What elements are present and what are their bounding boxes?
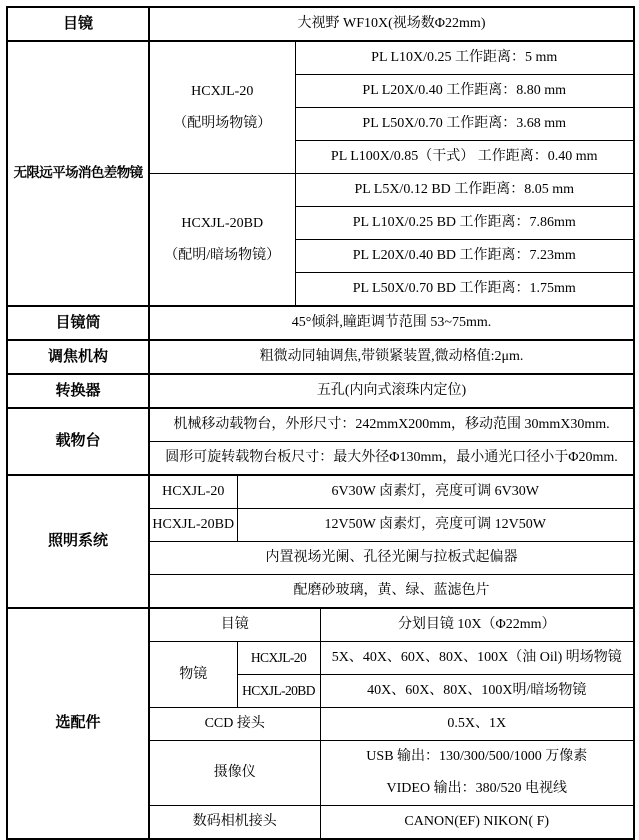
- illumination-value: 12V50W 卤素灯，亮度可调 12V50W: [237, 509, 634, 542]
- illumination-model: HCXJL-20: [149, 475, 237, 509]
- illumination-label: 照明系统: [7, 475, 149, 608]
- options-objective-value: 5X、40X、60X、80X、100X（油 Oil) 明场物镜: [320, 642, 634, 675]
- illumination-value: 6V30W 卤素灯，亮度可调 6V30W: [237, 475, 634, 509]
- row-objectives-1: [7, 41, 634, 75]
- options-ccd-value: 0.5X、1X: [320, 708, 634, 741]
- nosepiece-label: 转换器: [7, 374, 149, 408]
- options-label: 选配件: [7, 608, 149, 839]
- options-dslr-label: 数码相机接头: [149, 806, 320, 840]
- objective-spec: PL L5X/0.12 BD 工作距离：8.05 mm: [295, 174, 634, 207]
- illumination-model: HCXJL-20BD: [149, 509, 237, 542]
- row-nosepiece: [7, 374, 634, 408]
- options-eyepiece-label: 目镜: [149, 608, 320, 642]
- stage-value: 机械移动载物台，外形尺寸：242mmX200mm，移动范围 30mmX30mm.: [149, 408, 634, 442]
- row-stage-1: [7, 408, 634, 442]
- options-objective-model: HCXJL-20: [237, 642, 320, 675]
- tube-value: 45°倾斜,瞳距调节范围 53~75mm.: [149, 306, 634, 340]
- options-camera-label: 摄像仪: [149, 741, 320, 806]
- objective-spec: PL L100X/0.85（干式） 工作距离：0.40 mm: [295, 141, 634, 174]
- focus-label: 调焦机构: [7, 340, 149, 374]
- nosepiece-value: 五孔(内向式滚珠内定位): [149, 374, 634, 408]
- stage-label: 载物台: [7, 408, 149, 475]
- tube-label: 目镜筒: [7, 306, 149, 340]
- illumination-extra: 内置视场光阑、孔径光阑与拉板式起偏器: [149, 542, 634, 575]
- objectives-group1-model: HCXJL-20: [191, 84, 254, 99]
- objectives-group1-model-cell: [149, 41, 295, 174]
- row-illumination-1: [7, 475, 634, 509]
- stage-value: 圆形可旋转载物台板尺寸：最大外径Φ130mm，最小通光口径小于Φ20mm.: [149, 442, 634, 476]
- row-focus: [7, 340, 634, 374]
- illumination-extra: 配磨砂玻璃，黄、绿、蓝滤色片: [149, 575, 634, 609]
- objective-spec: PL L50X/0.70 工作距离：3.68 mm: [295, 108, 634, 141]
- options-dslr-value: CANON(EF) NIKON( F): [320, 806, 634, 840]
- focus-value: 粗微动同轴调焦,带锁紧装置,微动格值:2μm.: [149, 340, 634, 374]
- eyepiece-value: 大视野 WF10X(视场数Φ22mm): [149, 7, 634, 41]
- row-options-eyepiece: [7, 608, 634, 642]
- options-ccd-label: CCD 接头: [149, 708, 320, 741]
- objectives-group2-model: HCXJL-20BD: [181, 216, 264, 231]
- options-camera-video: VIDEO 输出：380/520 电视线: [386, 781, 567, 796]
- options-objective-label: 物镜: [149, 642, 237, 708]
- options-camera-usb: USB 输出：130/300/500/1000 万像素: [366, 749, 588, 764]
- objective-spec: PL L20X/0.40 工作距离：8.80 mm: [295, 75, 634, 108]
- options-camera-value: [320, 741, 634, 806]
- row-eyepiece: [7, 7, 634, 41]
- options-eyepiece-value: 分划目镜 10X（Φ22mm）: [320, 608, 634, 642]
- objective-spec: PL L50X/0.70 BD 工作距离：1.75mm: [295, 273, 634, 307]
- objective-spec: PL L10X/0.25 工作距离：5 mm: [295, 41, 634, 75]
- objectives-group2-model-cell: [149, 174, 295, 307]
- objectives-group1-note: （配明场物镜）: [173, 115, 272, 131]
- objectives-group2-note: （配明/暗场物镜）: [164, 247, 281, 263]
- objective-spec: PL L20X/0.40 BD 工作距离：7.23mm: [295, 240, 634, 273]
- eyepiece-label: 目镜: [7, 7, 149, 41]
- options-objective-value: 40X、60X、80X、100X明/暗场物镜: [320, 675, 634, 708]
- objectives-label: 无限远平场消色差物镜: [7, 41, 149, 306]
- spec-table: [6, 6, 635, 840]
- row-tube: [7, 306, 634, 340]
- options-objective-model: HCXJL-20BD: [237, 675, 320, 708]
- objective-spec: PL L10X/0.25 BD 工作距离：7.86mm: [295, 207, 634, 240]
